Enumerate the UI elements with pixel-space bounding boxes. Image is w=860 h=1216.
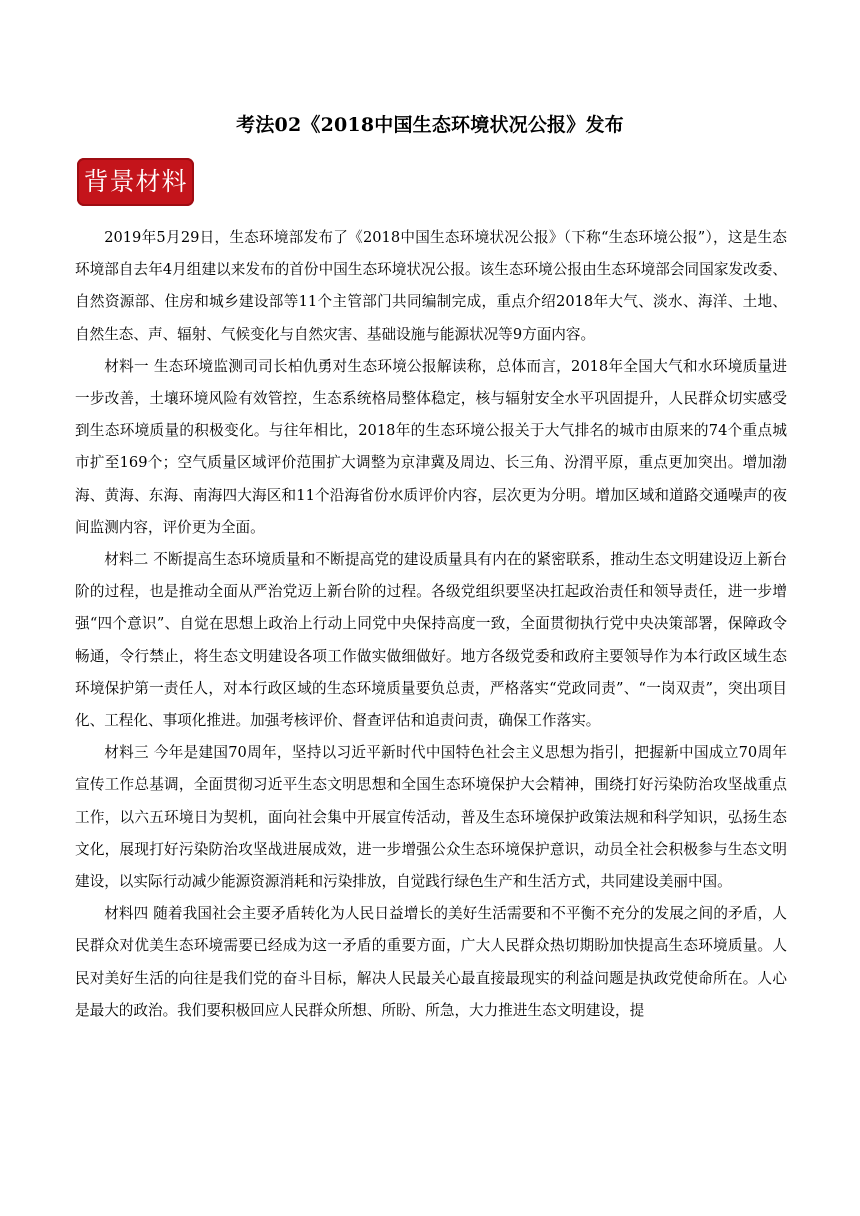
paragraph-intro: 2019年5月29日，生态环境部发布了《2018中国生态环境状况公报》（下称“生态环境公报”），这是生态环境部自去年4月组建以来发布的首份中国生态环境状况公报。该生态环境公报由生态环境部会同国家发改委、自然资源部、住房和城乡建设部等11个主管部门共同编制完成，重点介绍2018年大气、淡水、海洋、土地、自然生态、声、辐射、气候变化与自然灾害、基础设施与能源状况等9方面内容。 — [75, 229, 787, 343]
document-body — [75, 222, 787, 1027]
paragraph-material-1: 材料一 生态环境监测司司长柏仇勇对生态环境公报解读称，总体而言，2018年全国大气和水环境质量进一步改善，土壤环境风险有效管控，生态系统格局整体稳定，核与辐射安全水平巩固提升，人民群众切实感受到生态环境质量的积极变化。与往年相比，2018年的生态环境公报关于大气排名的城市由原来的74个重点城市扩至169个；空气质量区域评价范围扩大调整为京津冀及周边、长三角、汾渭平原，重点更加突出。增加渤海、黄海、东海、南海四大海区和11个沿海省份水质评价内容，层次更为分明。增加区域和道路交通噪声的夜间监测内容，评价更为全面。 — [75, 357, 787, 536]
badge-label: 背景材料 — [83, 167, 188, 196]
paragraph-material-2: 材料二 不断提高生态环境质量和不断提高党的建设质量具有内在的紧密联系，推动生态文明建设迈上新台阶的过程，也是推动全面从严治党迈上新台阶的过程。各级党组织要坚决扛起政治责任和领导责任，进一步增强“四个意识”、自觉在思想上政治上行动上同党中央保持高度一致，全面贯彻执行党中央决策部署，保障政令畅通，令行禁止，将生态文明建设各项工作做实做细做好。地方各级党委和政府主要领导作为本行政区域生态环境保护第一责任人，对本行政区域的生态环境质量要负总责，严格落实“党政同责”、“一岗双责”，突出项目化、工程化、事项化推进。加强考核评价、督查评估和追责问责，确保工作落实。 — [75, 551, 787, 730]
document-title: 考法02《2018中国生态环境状况公报》发布 — [236, 114, 624, 136]
paragraph-material-4: 材料四 随着我国社会主要矛盾转化为人民日益增长的美好生活需要和不平衡不充分的发展之间的矛盾，人民群众对优美生态环境需要已经成为这一矛盾的重要方面，广大人民群众热切期盼加快提高生态环境质量。人民对美好生活的向往是我们党的奋斗目标，解决人民最关心最直接最现实的利益问题是执政党使命所在。人心是最大的政治。我们要积极回应人民群众所想、所盼、所急，大力推进生态文明建设，提 — [75, 905, 787, 1019]
background-material-badge — [77, 158, 194, 206]
paragraph-material-3: 材料三 今年是建国70周年，坚持以习近平新时代中国特色社会主义思想为指引，把握新中国成立70周年宣传工作总基调，全面贯彻习近平生态文明思想和全国生态环境保护大会精神，围绕打好污染防治攻坚战重点工作，以六五环境日为契机，面向社会集中开展宣传活动，普及生态环境保护政策法规和科学知识，弘扬生态文化，展现打好污染防治攻坚战进展成效，进一步增强公众生态环境保护意识，动员全社会积极参与生态文明建设，以实际行动减少能源资源消耗和污染排放，自觉践行绿色生产和生活方式，共同建设美丽中国。 — [75, 744, 787, 891]
